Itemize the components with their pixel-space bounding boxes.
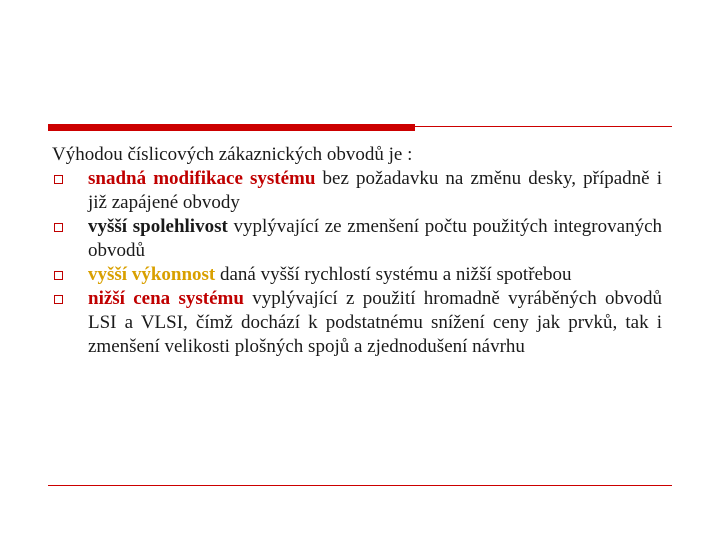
item-text: vyplývající ze zmenšení počtu použitých integrovaných obvodů — [88, 216, 663, 261]
list-item — [52, 215, 662, 263]
intro-text: Výhodou číslicových zákaznických obvodů je : — [52, 144, 413, 165]
top-rule-thin — [415, 126, 672, 127]
square-bullet-icon — [54, 223, 63, 232]
item-highlight: vyšší výkonnost — [88, 264, 216, 285]
item-highlight: snadná modifikace systému — [88, 168, 316, 189]
list-item — [52, 263, 662, 287]
item-text: bez požadavku na změnu desky, případně i již zapájené obvody — [88, 168, 662, 213]
item-highlight: nižší cena systému — [88, 288, 244, 309]
item-highlight: vyšší spolehlivost — [88, 216, 228, 237]
square-bullet-icon — [54, 175, 63, 184]
item-text: vyplývající z použití hromadně vyráběných obvodů LSI a VLSI, čímž dochází k podstatnému snížení ceny jak prvků, tak i zmenšení velikosti plošných spojů a zjednodušení návrhu — [88, 288, 662, 357]
square-bullet-icon — [54, 295, 63, 304]
item-text: daná vyšší rychlostí systému a nižší spotřebou — [215, 264, 572, 285]
list-item — [52, 167, 662, 215]
square-bullet-icon — [54, 271, 63, 280]
slide-content — [52, 143, 662, 359]
list-item — [52, 287, 662, 359]
bottom-rule — [48, 485, 672, 486]
advantages-list — [52, 167, 662, 359]
top-rule-thick — [48, 124, 415, 131]
